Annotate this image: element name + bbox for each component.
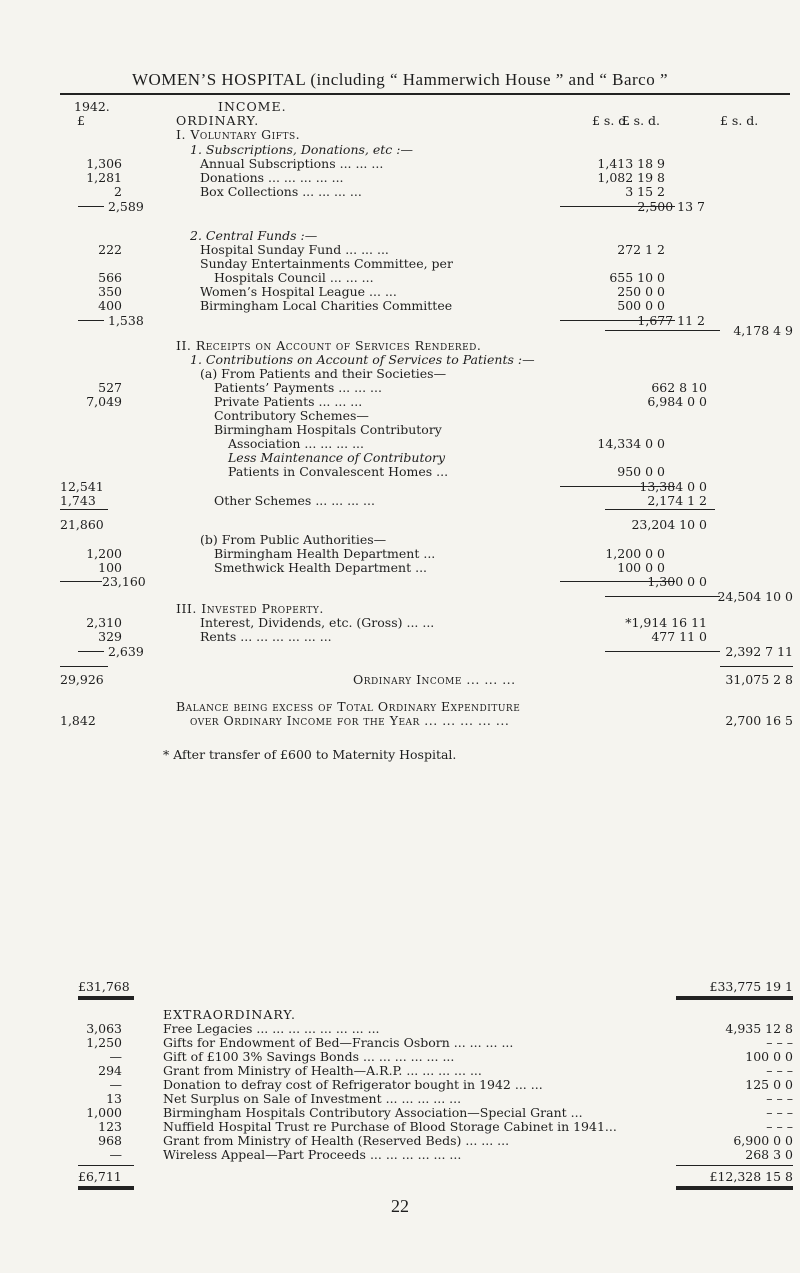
prior-subtotal: 2,639: [108, 644, 144, 659]
line-label: Hospitals Council ... ... ...: [214, 270, 374, 285]
prior-value: 329: [98, 629, 122, 644]
col-head-b: £ s. d.: [592, 113, 631, 128]
page-title: WOMEN’S HOSPITAL (including “ Hammerwich House ” and “ Barco ”: [131, 70, 669, 89]
prior-value: 2,310: [86, 615, 122, 630]
amount: 250 0 0: [617, 284, 665, 299]
line-label: Net Surplus on Sale of Investment ... ... ... ... ...: [163, 1091, 462, 1106]
prior-rule: [60, 666, 108, 667]
col-head-c: £ s. d.: [720, 113, 759, 128]
section-total: 4,178 4 9: [733, 323, 793, 338]
prior-ordinary-total: 29,926: [60, 672, 104, 687]
prior-value: —: [109, 1049, 122, 1064]
line-label: Sunday Entertainments Committee, per: [200, 256, 453, 271]
amount: 14,334 0 0: [597, 436, 665, 451]
dash: [60, 581, 102, 582]
prior-value: 350: [98, 284, 122, 299]
page-number: 22: [391, 1196, 409, 1216]
central-funds-title: 2. Central Funds :—: [190, 228, 318, 243]
subtotal: 2,500 13 7: [637, 199, 705, 214]
subtotal: 1,300 0 0: [647, 574, 707, 589]
amount: 2,174 1 2: [647, 493, 707, 508]
double-rule: [78, 1186, 134, 1190]
amount: – – –: [766, 1105, 793, 1120]
amount: 1,200 0 0: [605, 546, 665, 561]
ordinary-income-total: 31,075 2 8: [725, 672, 793, 687]
prior-value: 1,306: [86, 156, 122, 171]
prior-value: 1,200: [86, 546, 122, 561]
amount: – – –: [766, 1035, 793, 1050]
line-label: Women’s Hospital League ... ...: [200, 284, 397, 299]
line-label: Gift of £100 3% Savings Bonds ... ... ... ... ... ...: [163, 1049, 455, 1064]
prior-grand-total: £31,768: [78, 979, 130, 994]
line-label: Hospital Sunday Fund ... ... ...: [200, 242, 389, 257]
prior-value: 968: [98, 1133, 122, 1148]
double-rule: [78, 996, 134, 1000]
amount: 500 0 0: [617, 298, 665, 313]
subscriptions-title: 1. Subscriptions, Donations, etc :—: [190, 142, 413, 157]
col-head-a: £ s. d.: [621, 113, 660, 128]
line-label: Nuffield Hospital Trust re Purchase of Blood Storage Cabinet in 1941...: [163, 1119, 617, 1134]
balance-label-1: Balance being excess of Total Ordinary Expenditure: [176, 699, 521, 714]
extraordinary-heading: EXTRAORDINARY.: [163, 1007, 297, 1022]
ordinary-heading: ORDINARY.: [176, 113, 260, 128]
line-label: Donations ... ... ... ... ...: [200, 170, 344, 185]
prior-value: 1,000: [86, 1105, 122, 1120]
amount: 1,082 19 8: [597, 170, 665, 185]
section-total: 24,504 10 0: [717, 589, 793, 604]
prior-balance: 1,842: [60, 713, 96, 728]
prior-pound-symbol: £: [77, 113, 85, 128]
line-label: Box Collections ... ... ... ...: [200, 184, 362, 199]
line-label: Donation to defray cost of Refrigerator bought in 1942 ... ...: [163, 1077, 543, 1092]
line-label: Birmingham Local Charities Committee: [200, 298, 453, 313]
amount: 6,900 0 0: [733, 1133, 793, 1148]
amount: 3 15 2: [625, 184, 665, 199]
contributions-title: 1. Contributions on Account of Services to Patients :—: [190, 352, 535, 367]
dash: [78, 206, 104, 207]
balance-total: 2,700 16 5: [725, 713, 793, 728]
prior-subtotal: 1,538: [108, 313, 144, 328]
line-label: Private Patients ... ... ...: [214, 394, 363, 409]
prior-value: 527: [98, 380, 122, 395]
line-label: Interest, Dividends, etc. (Gross) ... ...: [200, 615, 435, 630]
amount: – – –: [766, 1063, 793, 1078]
line-label: Other Schemes ... ... ... ...: [214, 493, 375, 508]
prior-value: 100: [98, 560, 122, 575]
prior-value: 12,541: [60, 479, 104, 494]
subtotal: 1,677 11 2: [637, 313, 705, 328]
line-label: Birmingham Hospitals Contributory Association—Special Grant ...: [163, 1105, 583, 1120]
line-label: Association ... ... ... ...: [228, 436, 365, 451]
prior-extra-total: £6,711: [78, 1169, 122, 1184]
voluntary-gifts-title: I. Voluntary Gifts.: [176, 127, 301, 142]
prior-value: 3,063: [86, 1021, 122, 1036]
amount: 272 1 2: [617, 242, 665, 257]
header-rule: [60, 93, 790, 95]
invested-title: III. Invested Property.: [176, 601, 324, 616]
prior-value: —: [109, 1147, 122, 1162]
dash: [78, 651, 104, 652]
double-rule: [676, 996, 793, 1000]
line-label: Grant from Ministry of Health—A.R.P. ... ... ... ... ...: [163, 1063, 482, 1078]
prior-value: 123: [98, 1119, 122, 1134]
line-label: Patients’ Payments ... ... ...: [214, 380, 382, 395]
amount: – – –: [766, 1091, 793, 1106]
line-label: Patients in Convalescent Homes ...: [228, 464, 449, 479]
amount: 125 0 0: [745, 1077, 793, 1092]
subtotal: 13,384 0 0: [639, 479, 707, 494]
dash: [78, 320, 104, 321]
section-total: 2,392 7 11: [725, 644, 793, 659]
prior-value: 222: [98, 242, 122, 257]
double-rule: [676, 1186, 793, 1190]
prior-subtotal: 2,589: [108, 199, 144, 214]
prior-value: 1,743: [60, 493, 96, 508]
schemes-title: Contributory Schemes—: [214, 408, 369, 423]
year-label: 1942.: [74, 99, 110, 114]
prior-rule: [60, 509, 108, 510]
line-label: Grant from Ministry of Health (Reserved Beds) ... ... ...: [163, 1133, 510, 1148]
total-rule: [676, 1165, 793, 1166]
prior-subtotal: 21,860: [60, 517, 104, 532]
amount: 950 0 0: [617, 464, 665, 479]
from-patients-title: (a) From Patients and their Societies—: [200, 366, 447, 381]
amount: 268 3 0: [745, 1147, 793, 1162]
prior-value: 1,250: [86, 1035, 122, 1050]
amount: *1,914 16 11: [625, 615, 707, 630]
receipts-title: II. Receipts on Account of Services Rendered.: [176, 338, 482, 353]
subtotal: 23,204 10 0: [631, 517, 707, 532]
amount: 6,984 0 0: [647, 394, 707, 409]
prior-value: 2: [114, 184, 122, 199]
prior-value: 7,049: [86, 394, 122, 409]
prior-value: 13: [106, 1091, 122, 1106]
prior-value: 566: [98, 270, 122, 285]
amount: 655 10 0: [609, 270, 665, 285]
prior-subtotal: 23,160: [102, 574, 146, 589]
amount: 100 0 0: [745, 1049, 793, 1064]
line-label: Less Maintenance of Contributory: [228, 450, 446, 465]
line-label: Gifts for Endowment of Bed—Francis Osborn ... ... ... ...: [163, 1035, 514, 1050]
amount: 662 8 10: [651, 380, 707, 395]
total-rule: [720, 666, 793, 667]
line-label: Free Legacies ... ... ... ... ... ... ... ...: [163, 1021, 380, 1036]
footnote: * After transfer of £600 to Maternity Hospital.: [163, 747, 457, 762]
grand-total: £33,775 19 1: [709, 979, 793, 994]
prior-value: —: [109, 1077, 122, 1092]
subtotal-rule: [605, 509, 715, 510]
prior-value: 1,281: [86, 170, 122, 185]
amount: 100 0 0: [617, 560, 665, 575]
amount: 477 11 0: [651, 629, 707, 644]
line-label: Annual Subscriptions ... ... ...: [200, 156, 384, 171]
public-title: (b) From Public Authorities—: [200, 532, 387, 547]
prior-value: 294: [98, 1063, 122, 1078]
amount: 4,935 12 8: [725, 1021, 793, 1036]
prior-value: 400: [98, 298, 122, 313]
line-label: Rents ... ... ... ... ... ...: [200, 629, 332, 644]
bhca-title: Birmingham Hospitals Contributory: [214, 422, 442, 437]
ordinary-income-label: Ordinary Income ... ... ...: [353, 672, 516, 687]
line-label: Smethwick Health Department ...: [214, 560, 428, 575]
amount: – – –: [766, 1119, 793, 1134]
income-heading: INCOME.: [218, 99, 287, 114]
prior-rule: [78, 1165, 134, 1166]
extra-total: £12,328 15 8: [709, 1169, 793, 1184]
balance-label-2: over Ordinary Income for the Year ... ... ... ... ...: [190, 713, 510, 728]
line-label: Wireless Appeal—Part Proceeds ... ... ... ... ... ...: [163, 1147, 462, 1162]
amount: 1,413 18 9: [597, 156, 665, 171]
line-label: Birmingham Health Department ...: [214, 546, 436, 561]
